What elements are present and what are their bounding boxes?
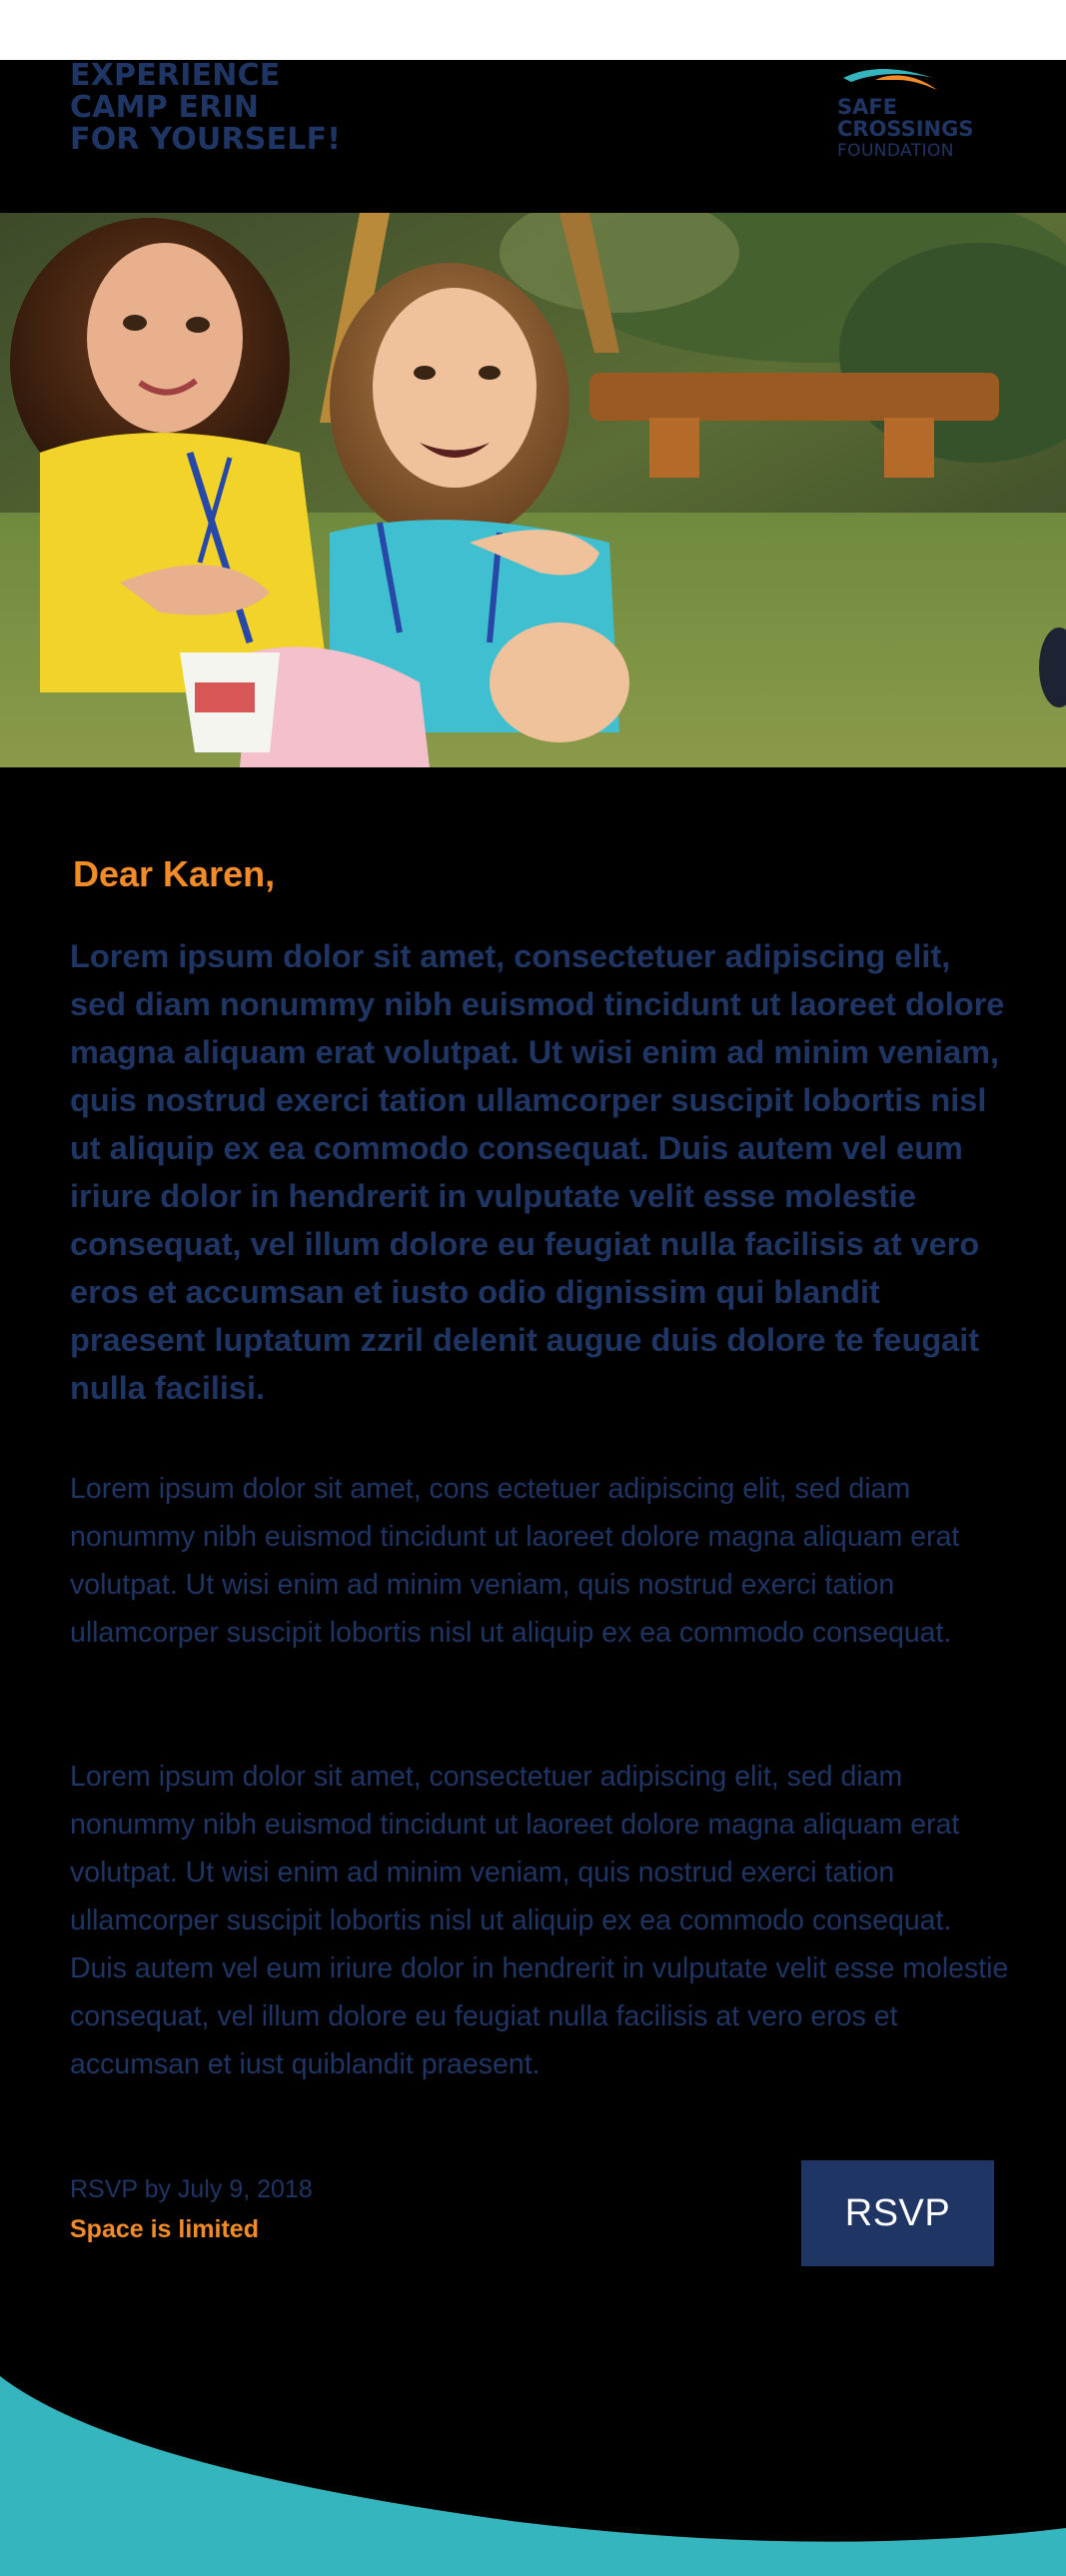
rsvp-info <box>70 2169 313 2249</box>
greeting: Dear Karen, <box>73 853 276 894</box>
lead-paragraph: Lorem ipsum dolor sit amet, consectetuer adipiscing elit, sed diam nonummy nibh euismod tincidunt ut laoreet dolore magna aliquam erat volutpat. Ut wisi enim ad minim veniam, quis nostrud exerci tation ullamcorper suscipit lobortis nisl ut aliquip ex ea commodo consequat. Duis autem vel eum iriure dolor in hendrerit in vulputate velit esse molestie consequat, vel illum dolore eu feugiat nulla facilisis at vero eros et accumsan et iusto odio dignissim qui blandit praesent luptatum zzril delenit augue duis dolore te feugait nulla facilisi. <box>70 938 1005 1406</box>
footer-wave-shape <box>0 2328 1066 2576</box>
header <box>0 60 1066 213</box>
hero-photo <box>0 213 1066 767</box>
safe-crossings-logo <box>837 66 1007 166</box>
headline-line-3: FOR YOURSELF! <box>70 122 342 157</box>
space-limited-note: Space is limited <box>70 2215 259 2243</box>
body-paragraph-2: Lorem ipsum dolor sit amet, consectetuer adipiscing elit, sed diam nonummy nibh euismod tincidunt ut laoreet dolore magna aliquam erat volutpat. Ut wisi enim ad minim veniam, quis nostrud exerci tation ullamcorper suscipit lobortis nisl ut aliquip ex ea commodo consequat. Duis autem vel eum iriure dolor in hendrerit in vulputate velit esse molestie consequat, vel illum dolore eu feugiat nulla facilisis at vero eros et accumsan et iust quiblandit praesent. <box>70 1761 1009 2080</box>
logo-text-safe: SAFE <box>837 95 898 119</box>
body-paragraph-1: Lorem ipsum dolor sit amet, cons ectetuer adipiscing elit, sed diam nonummy nibh euismod tincidunt ut laoreet dolore magna aliquam erat volutpat. Ut wisi enim ad minim veniam, quis nostrud exerci tation ullamcorper suscipit lobortis nisl ut aliquip ex ea commodo consequat. <box>70 1473 960 1649</box>
logo-text-foundation: FOUNDATION <box>837 141 954 161</box>
rsvp-button[interactable]: RSVP <box>801 2160 994 2266</box>
headline-line-2: CAMP ERIN <box>70 90 260 125</box>
headline-line-1: EXPERIENCE <box>70 60 281 93</box>
email-page <box>0 60 1066 2576</box>
headline <box>70 60 341 156</box>
rsvp-deadline: RSVP by July 9, 2018 <box>70 2175 313 2203</box>
two-girls-hugging-photo-icon <box>0 213 1066 767</box>
logo-text-crossings: CROSSINGS <box>837 117 974 141</box>
